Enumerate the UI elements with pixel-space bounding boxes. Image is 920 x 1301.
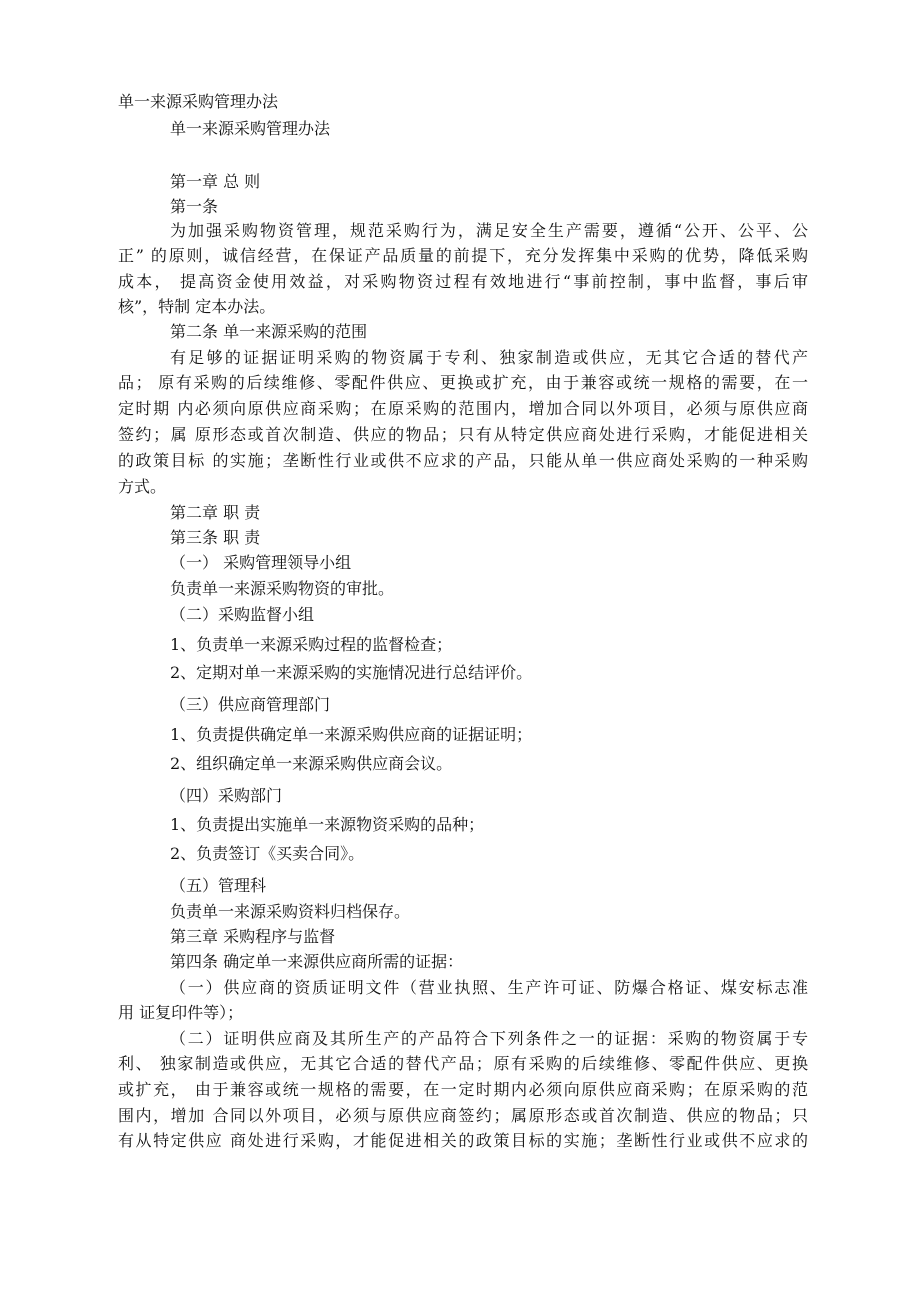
article-2-line: 品； 原有采购的后续维修、零配件供应、更换或扩充，由于兼容或统一规格的需要，在一 (118, 373, 808, 392)
group-2-item: 1、负责单一来源采购过程的监督检查； (170, 635, 453, 654)
evidence-2-line: 有从特定供应 商处进行采购，才能促进相关的政策目标的实施；垄断性行业或供不应求的 (118, 1131, 808, 1150)
group-4-item: 2、负责签订《买卖合同》。 (170, 844, 365, 863)
evidence-2-line: 围内，增加 合同以外项目，必须与原供应商签约；属原形态或首次制造、供应的物品；只 (118, 1106, 808, 1125)
chapter-1-heading: 第一章 总 则 (170, 172, 261, 191)
article-2-line: 签约；属 原形态或首次制造、供应的物品；只有从特定供应商处进行采购，才能促进相关 (118, 425, 808, 444)
document-title: 单一来源采购管理办法 (170, 119, 331, 138)
article-4-heading: 第四条 确定单一来源供应商所需的证据： (170, 952, 464, 971)
article-1-line: 成本， 提高资金使用效益，对采购物资过程有效地进行“事前控制，事中监督，事后审 (118, 272, 808, 291)
evidence-2-line: 利、 独家制造或供应，无其它合适的替代产品；原有采购的后续维修、零配件供应、更换 (118, 1054, 808, 1073)
chapter-2-heading: 第二章 职 责 (170, 503, 261, 522)
group-4-heading: （四）采购部门 (170, 786, 283, 805)
evidence-1-line: 用 证复印件等）； (118, 1003, 244, 1022)
article-2-line: 定时期 内必须向原供应商采购；在原采购的范围内，增加合同以外项目，必须与原供应商 (118, 399, 808, 418)
group-3-item: 2、组织确定单一来源采购供应商会议。 (170, 754, 453, 773)
article-1-line: 正” 的原则，诚信经营，在保证产品质量的前提下，充分发挥集中采购的优势，降低采购 (118, 246, 808, 265)
evidence-1-line: （一）供应商的资质证明文件（营业执照、生产许可证、防爆合格证、煤安标志准 (170, 978, 808, 997)
article-3-heading: 第三条 职 责 (170, 528, 261, 547)
group-2-item: 2、定期对单一来源采购的实施情况进行总结评价。 (170, 663, 533, 682)
article-1-heading: 第一条 (170, 197, 219, 216)
article-2-line: 的政策目标 的实施；垄断性行业或供不应求的产品，只能从单一供应商处采购的一种采购 (118, 451, 808, 470)
chapter-3-heading: 第三章 采购程序与监督 (170, 927, 336, 946)
article-2-line: 有足够的证据证明采购的物资属于专利、独家制造或供应，无其它合适的替代产 (170, 348, 808, 367)
group-3-item: 1、负责提供确定单一来源采购供应商的证据证明； (170, 725, 533, 744)
group-5-heading: （五）管理科 (170, 876, 267, 895)
group-2-heading: （二）采购监督小组 (170, 605, 315, 624)
article-1-line: 为加强采购物资管理，规范采购行为，满足安全生产需要，遵循“公开、公平、公 (170, 221, 808, 240)
group-4-item: 1、负责提出实施单一来源物资采购的品种； (170, 815, 485, 834)
group-5-item: 负责单一来源采购资料归档保存。 (170, 902, 411, 921)
article-2-heading: 第二条 单一来源采购的范围 (170, 322, 368, 341)
group-1-heading: （一） 采购管理领导小组 (170, 553, 352, 572)
article-1-line: 核”，特制 定本办法。 (118, 297, 276, 316)
header-title: 单一来源采购管理办法 (118, 92, 279, 111)
evidence-2-line: （二）证明供应商及其所生产的产品符合下列条件之一的证据：采购的物资属于专 (170, 1029, 808, 1048)
article-2-line: 方式。 (118, 477, 167, 496)
group-3-heading: （三）供应商管理部门 (170, 695, 331, 714)
group-1-item: 负责单一来源采购物资的审批。 (170, 579, 395, 598)
evidence-2-line: 或扩充， 由于兼容或统一规格的需要，在一定时期内必须向原供应商采购；在原采购的范 (118, 1080, 808, 1099)
